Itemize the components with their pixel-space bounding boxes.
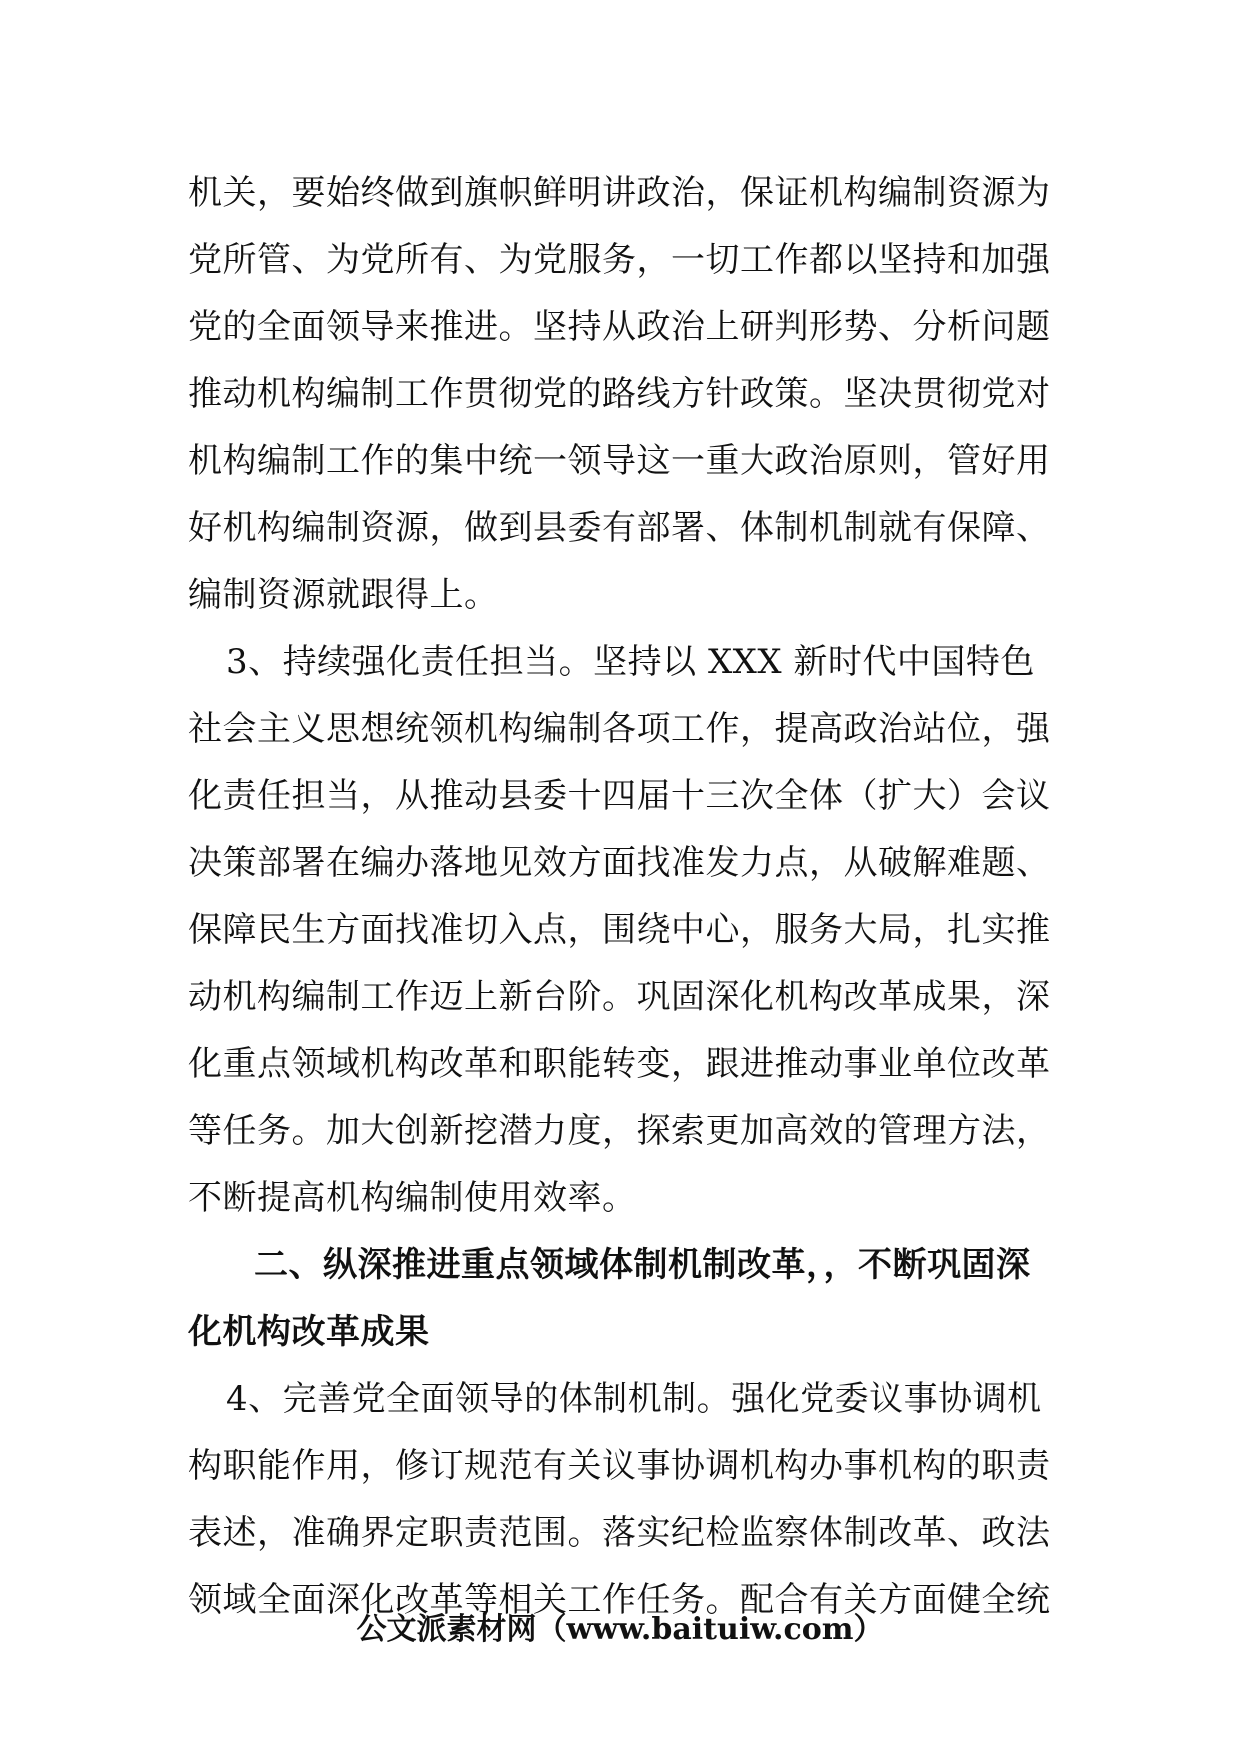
text-line: 化重点领域机构改革和职能转变，跟进推动事业单位改革 <box>188 1044 1051 1084</box>
text-line: 编制资源就跟得上。 <box>188 575 499 615</box>
text-line: 社会主义思想统领机构编制各项工作，提高政治站位，强 <box>188 709 1051 749</box>
paragraph-4-first-line: 4、完善党全面领导的体制机制。强化党委议事协调机 <box>226 1379 1042 1419</box>
text-line: 好机构编制资源，做到县委有部署、体制机制就有保障、 <box>188 508 1051 548</box>
text-line: 不断提高机构编制使用效率。 <box>188 1178 637 1218</box>
source-watermark-footer: 公文派素材网（www.baituiw.com） <box>356 1612 884 1647</box>
text-line: 党所管、为党所有、为党服务，一切工作都以坚持和加强 <box>188 240 1051 280</box>
text-line: 动机构编制工作迈上新台阶。巩固深化机构改革成果，深 <box>188 977 1051 1017</box>
section-heading-line-1: 二、纵深推进重点领域体制机制改革，，不断巩固深 <box>254 1245 1031 1285</box>
document-body <box>188 160 1068 1634</box>
text-line: 化责任担当，从推动县委十四届十三次全体（扩大）会议 <box>188 776 1051 816</box>
text-line: 推动机构编制工作贯彻党的路线方针政策。坚决贯彻党对 <box>188 374 1051 414</box>
section-heading-line-2: 化机构改革成果 <box>188 1312 430 1352</box>
text-line: 党的全面领导来推进。坚持从政治上研判形势、分析问题 <box>188 307 1051 347</box>
text-line: 构职能作用，修订规范有关议事协调机构办事机构的职责 <box>188 1446 1051 1486</box>
paragraph-3-first-line: 3、持续强化责任担当。坚持以 XXX 新时代中国特色 <box>226 642 1035 682</box>
text-line: 等任务。加大创新挖潜力度，探索更加高效的管理方法， <box>188 1111 1051 1151</box>
text-line: 表述，准确界定职责范围。落实纪检监察体制改革、政法 <box>188 1513 1051 1553</box>
text-line: 决策部署在编办落地见效方面找准发力点，从破解难题、 <box>188 843 1051 883</box>
text-line: 保障民生方面找准切入点，围绕中心，服务大局，扎实推 <box>188 910 1051 950</box>
text-line: 机关，要始终做到旗帜鲜明讲政治，保证机构编制资源为 <box>188 173 1051 213</box>
text-line: 领域全面深化改革等相关工作任务。配合有关方面健全统 <box>188 1580 1051 1620</box>
text-line: 机构编制工作的集中统一领导这一重大政治原则，管好用 <box>188 441 1051 481</box>
